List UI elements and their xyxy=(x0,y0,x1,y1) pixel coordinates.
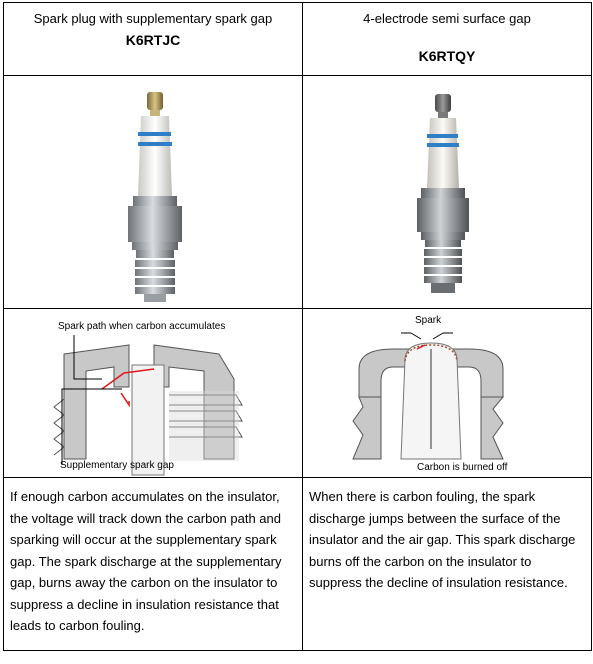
semi-surface-gap-diagram xyxy=(303,309,592,477)
left-photo-cell xyxy=(4,76,303,309)
left-description: If enough carbon accumulates on the insulator, the voltage will track down the carbon path and sparking will occur at the supplementary spark gap. The spark discharge at the supplementary gap, burns away the carbon on the insulator to suppress a decline in insulation resistance that leads to carbon fouling. xyxy=(10,489,282,633)
right-description: When there is carbon fouling, the spark discharge jumps between the surface of the insulator and the air gap. This spark discharge burns off the carbon on the insulator to suppress the decline of insulation resistance. xyxy=(309,489,576,590)
spark-plug-image-right xyxy=(303,76,592,308)
comparison-table xyxy=(3,2,592,651)
right-diagram-bottom-label: Carbon is burned off xyxy=(417,462,508,473)
spark-plug-image-left xyxy=(4,76,303,308)
right-header-cell xyxy=(303,3,592,76)
left-diagram-cell xyxy=(4,309,303,478)
left-header-cell xyxy=(4,3,303,76)
left-diagram-bottom-label: Supplementary spark gap xyxy=(60,460,174,471)
right-subtitle: 4-electrode semi surface gap xyxy=(363,11,531,26)
right-description-cell xyxy=(303,478,592,651)
left-description-cell xyxy=(4,478,303,651)
left-diagram-top-label: Spark path when carbon accumulates xyxy=(58,321,226,332)
right-diagram-cell xyxy=(303,309,592,478)
right-photo-cell xyxy=(303,76,592,309)
left-model: K6RTJC xyxy=(125,32,181,48)
left-subtitle: Spark plug with supplementary spark gap xyxy=(33,11,273,26)
right-diagram-top-label: Spark xyxy=(415,315,442,326)
supplementary-gap-diagram xyxy=(4,309,303,477)
right-model: K6RTQY xyxy=(418,48,476,64)
